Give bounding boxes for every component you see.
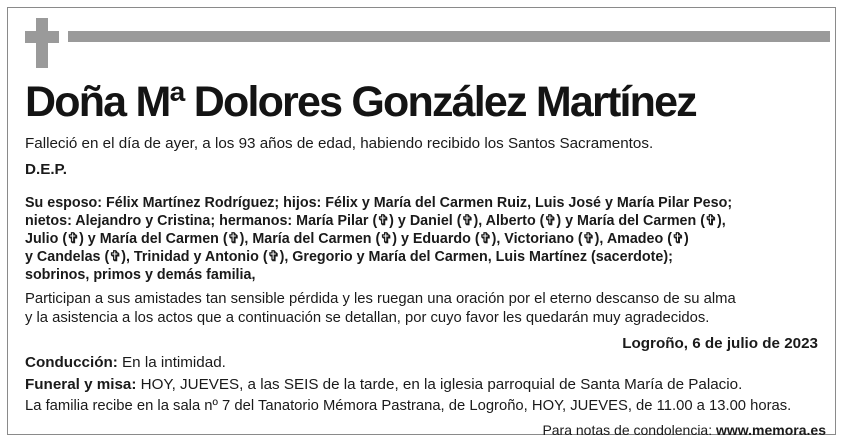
header-rule <box>68 31 830 42</box>
participation-line: y la asistencia a los actos que a continuación se detallan, por cuyo favor les quedarán muy agradecidos. <box>25 310 710 326</box>
reception-line: La familia recibe en la sala nº 7 del Tanatorio Mémora Pastrana, de Logroño, HOY, JUEVES, de 11.00 a 13.00 horas. <box>25 398 792 414</box>
family-line: sobrinos, primos y demás familia, <box>25 267 256 283</box>
family-line: nietos: Alejandro y Cristina; hermanos: María Pilar (✞) y Daniel (✞), Alberto (✞) y María del Carmen (✞), <box>25 213 726 229</box>
place-date: Logroño, 6 de julio de 2023 <box>622 335 818 352</box>
family-line: Su esposo: Félix Martínez Rodríguez; hijos: Félix y María del Carmen Ruiz, Luis José y María Pilar Peso; <box>25 195 733 211</box>
death-line: Falleció en el día de ayer, a los 93 años de edad, habiendo recibido los Santos Sacramentos. <box>25 135 654 152</box>
condolence-line <box>542 422 826 439</box>
funeral-label: Funeral y misa: <box>25 376 137 393</box>
funeral-text: HOY, JUEVES, a las SEIS de la tarde, en la iglesia parroquial de Santa María de Palacio. <box>136 376 743 393</box>
condolence-site[interactable]: www.memora.es <box>716 422 826 438</box>
participation-line: Participan a sus amistades tan sensible pérdida y les ruegan una oración por el eterno descanso de su alma <box>25 291 736 307</box>
cross-icon <box>25 18 59 68</box>
family-line: Julio (✞) y María del Carmen (✞), María del Carmen (✞) y Eduardo (✞), Victoriano (✞), Amadeo (✞) <box>25 231 689 247</box>
family-list <box>25 194 825 284</box>
dep-label: D.E.P. <box>25 161 67 178</box>
conduccion-label: Conducción: <box>25 354 118 371</box>
funeral-line <box>25 375 742 394</box>
conduccion-line <box>25 353 226 372</box>
condolence-text: Para notas de condolencia: <box>542 422 717 438</box>
obituary-notice <box>7 7 836 438</box>
deceased-name: Doña Mª Dolores González Martínez <box>25 78 696 126</box>
family-line: y Candelas (✞), Trinidad y Antonio (✞), Gregorio y María del Carmen, Luis Martínez (sacerdote); <box>25 249 673 265</box>
conduccion-text: En la intimidad. <box>117 354 226 371</box>
